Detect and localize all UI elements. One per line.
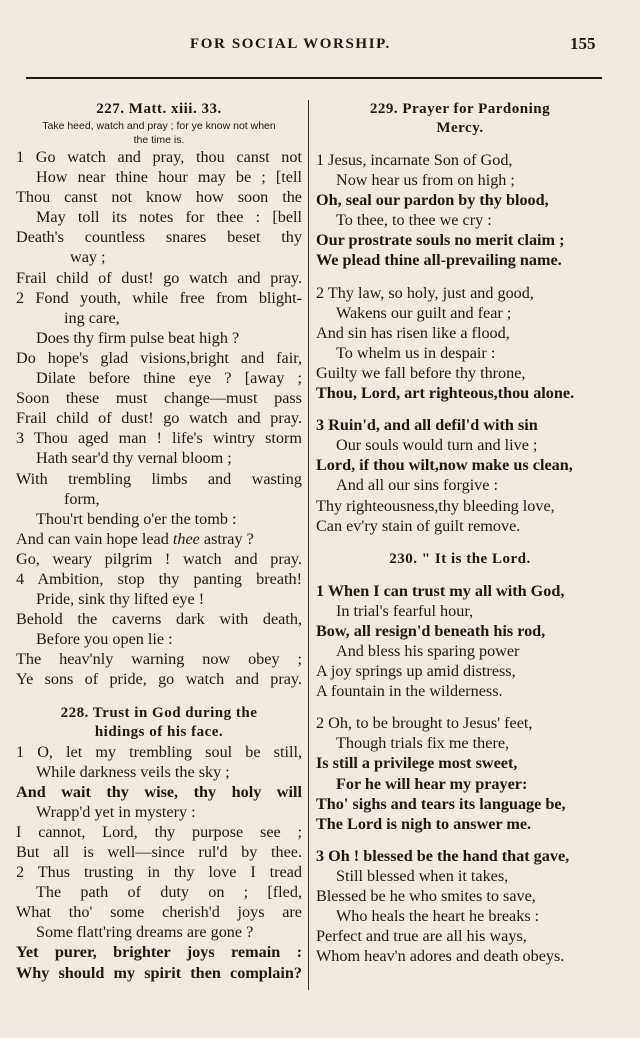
hymn-228-line: And wait thy wise, thy holy will	[16, 782, 302, 801]
hymn-229-line: Can ev'ry stain of guilt remove.	[316, 516, 521, 535]
hymn-227-line: Go, weary pilgrim ! watch and pray.	[16, 549, 302, 568]
hymn-227-line: Thou'rt bending o'er the tomb :	[36, 509, 237, 528]
hymn-229-line: 1 Jesus, incarnate Son of God,	[316, 151, 513, 169]
hymn-227-line: Dilate before thine eye ? [away ;	[36, 369, 302, 388]
hymn-230-line: Is still a privilege most sweet,	[316, 754, 518, 773]
hymn-229-line: Wakens our guilt and fear ;	[336, 303, 512, 322]
column-divider	[308, 100, 309, 990]
hymn-230-line: Blessed be he who smites to save,	[316, 887, 536, 905]
hymn-229-line: Our souls would turn and live ;	[336, 436, 538, 455]
hymn-227-line: 3 Thou aged man ! life's wintry storm	[16, 429, 302, 448]
header-rule	[26, 77, 602, 79]
hymn-229-line: Oh, seal our pardon by thy blood,	[316, 191, 549, 210]
hymn-228-line: But all is well—since rul'd by thee.	[16, 843, 302, 861]
page-number: 155	[570, 34, 596, 53]
hymn-230-line: In trial's fearful hour,	[336, 601, 474, 620]
hymn-228-line: Why should my spirit then complain?	[16, 963, 302, 982]
italic-word: thee	[172, 529, 200, 548]
hymn-229-line: Now hear us from on high ;	[336, 171, 515, 190]
hymn-230-line: Bow, all resign'd beneath his rod,	[316, 621, 546, 640]
hymn-230-line: 2 Oh, to be brought to Jesus' feet,	[316, 714, 533, 733]
hymn-228-line: While darkness veils the sky ;	[36, 762, 230, 781]
hymn-228-title	[16, 704, 302, 742]
hymn-228-line: Some flatt'ring dreams are gone ?	[36, 923, 254, 942]
hymn-227-line: How near thine hour may be ; [tell	[36, 168, 302, 187]
hymn-229-line: Thou, Lord, art righteous,thou alone.	[316, 384, 575, 403]
hymn-229-line: 2 Thy law, so holy, just and good,	[316, 283, 534, 302]
hymn-228-line: Wrapp'd yet in mystery :	[36, 802, 196, 821]
hymn-229-line: We plead thine all-prevailing name.	[316, 251, 562, 270]
hymn-227-line: way ;	[70, 248, 106, 267]
hymn-229-line: And all our sins forgive :	[336, 476, 499, 495]
page-header	[0, 36, 640, 60]
hymn-230-line: Though trials fix me there,	[336, 734, 510, 753]
hymn-227-line: The heav'nly warning now obey ;	[16, 650, 302, 669]
line-text: And can vain hope lead	[16, 529, 169, 548]
hymn-229-line: And sin has risen like a flood,	[316, 323, 510, 342]
hymn-229-title	[316, 100, 604, 138]
hymn-230-line: A fountain in the wilderness.	[316, 682, 503, 701]
hymn-230-line: 3 Oh ! blessed be the hand that gave,	[316, 846, 570, 865]
hymn-227-line: 1 Go watch and pray, thou canst not	[16, 148, 302, 166]
hymn-227-line: Ye sons of pride, go watch and pray.	[16, 670, 302, 689]
hymn-229-line: 3 Ruin'd, and all defil'd with sin	[316, 416, 538, 435]
hymn-227-line: Frail child of dust! go watch and pray.	[16, 409, 302, 428]
hymn-227-line: Hath sear'd thy vernal bloom ;	[36, 449, 232, 468]
hymn-229-title-line-2: Mercy.	[436, 120, 484, 136]
hymn-227-line: Pride, sink thy lifted eye !	[36, 590, 205, 609]
right-column	[316, 100, 604, 966]
hymn-227-line: form,	[64, 489, 100, 508]
hymn-228-line: 1 O, let my trembling soul be still,	[16, 742, 302, 761]
hymn-229-line: Guilty we fall before thy throne,	[316, 363, 526, 382]
hymn-230-line: Perfect and true are all his ways,	[316, 927, 527, 946]
hymn-230-line: Tho' sighs and tears its language be,	[316, 794, 566, 813]
hymn-229-line: Our prostrate souls no merit claim ;	[316, 231, 565, 250]
hymn-230-line: 1 When I can trust my all with God,	[316, 581, 565, 600]
hymn-228-title-line-1: 228. Trust in God during the	[60, 704, 258, 721]
hymn-227-line: May toll its notes for thee : [bell	[36, 208, 302, 227]
hymn-230-line: For he will hear my prayer:	[336, 774, 528, 793]
hymn-230-line: Who heals the heart he breaks :	[336, 907, 540, 926]
hymn-227-line: Does thy firm pulse beat high ?	[36, 328, 240, 347]
hymn-228-line: Yet purer, brighter joys remain :	[16, 943, 302, 962]
hymn-227-line: Before you open lie :	[36, 630, 173, 649]
hymn-229-title-line-1: 229. Prayer for Pardoning	[369, 101, 551, 117]
hymn-227-line: ing care,	[64, 308, 120, 327]
hymn-230-title: 230. " It is the Lord.	[389, 550, 531, 567]
hymn-229-line: Thy righteousness,thy bleeding love,	[316, 496, 555, 515]
hymn-227-line: Thou canst not know how soon the	[16, 188, 302, 207]
hymn-230-line: And bless his sparing power	[336, 641, 520, 660]
left-column	[16, 100, 302, 983]
hymn-229-line: To thee, to thee we cry :	[336, 211, 492, 230]
hymn-227-line: Do hope's glad visions,bright and fair,	[16, 348, 302, 367]
hymn-227-motto-line-1: Take heed, watch and pray ; for ye know not when	[42, 120, 276, 132]
line-text: astray ?	[203, 529, 254, 548]
hymn-230-line: Still blessed when it takes,	[336, 866, 509, 885]
hymn-227-line: 2 Fond youth, while free from blight-	[16, 288, 302, 307]
hymn-229-line: To whelm us in despair :	[336, 343, 496, 362]
hymn-230-line: A joy springs up amid distress,	[316, 662, 516, 681]
hymn-227-line: Soon these must change—must pass	[16, 389, 302, 408]
hymn-229-line: Lord, if thou wilt,now make us clean,	[316, 456, 573, 475]
hymn-228-line: The path of duty on ; [fled,	[36, 883, 302, 902]
hymn-227-motto-line-2: the time is.	[133, 134, 185, 146]
hymn-228-title-line-2: hidings of his face.	[94, 723, 224, 740]
hymn-227-line: Death's countless snares beset thy	[16, 228, 302, 247]
hymn-227-line-italic	[16, 529, 302, 549]
hymn-228-line: What tho' some cherish'd joys are	[16, 903, 302, 922]
hymn-228-line: 2 Thus trusting in thy love I tread	[16, 863, 302, 882]
hymn-227-line: Behold the caverns dark with death,	[16, 610, 302, 629]
hymn-227-line: With trembling limbs and wasting	[16, 469, 302, 488]
hymn-230-line: Whom heav'n adores and death obeys.	[316, 947, 565, 966]
hymn-227-title: 227. Matt. xiii. 33.	[96, 101, 222, 117]
hymn-227-line: 4 Ambition, stop thy panting breath!	[16, 569, 302, 588]
hymn-227-line: Frail child of dust! go watch and pray.	[16, 268, 302, 287]
hymn-228-line: I cannot, Lord, thy purpose see ;	[16, 822, 302, 841]
running-title: FOR SOCIAL WORSHIP.	[190, 36, 391, 52]
hymn-230-line: The Lord is nigh to answer me.	[316, 814, 532, 833]
